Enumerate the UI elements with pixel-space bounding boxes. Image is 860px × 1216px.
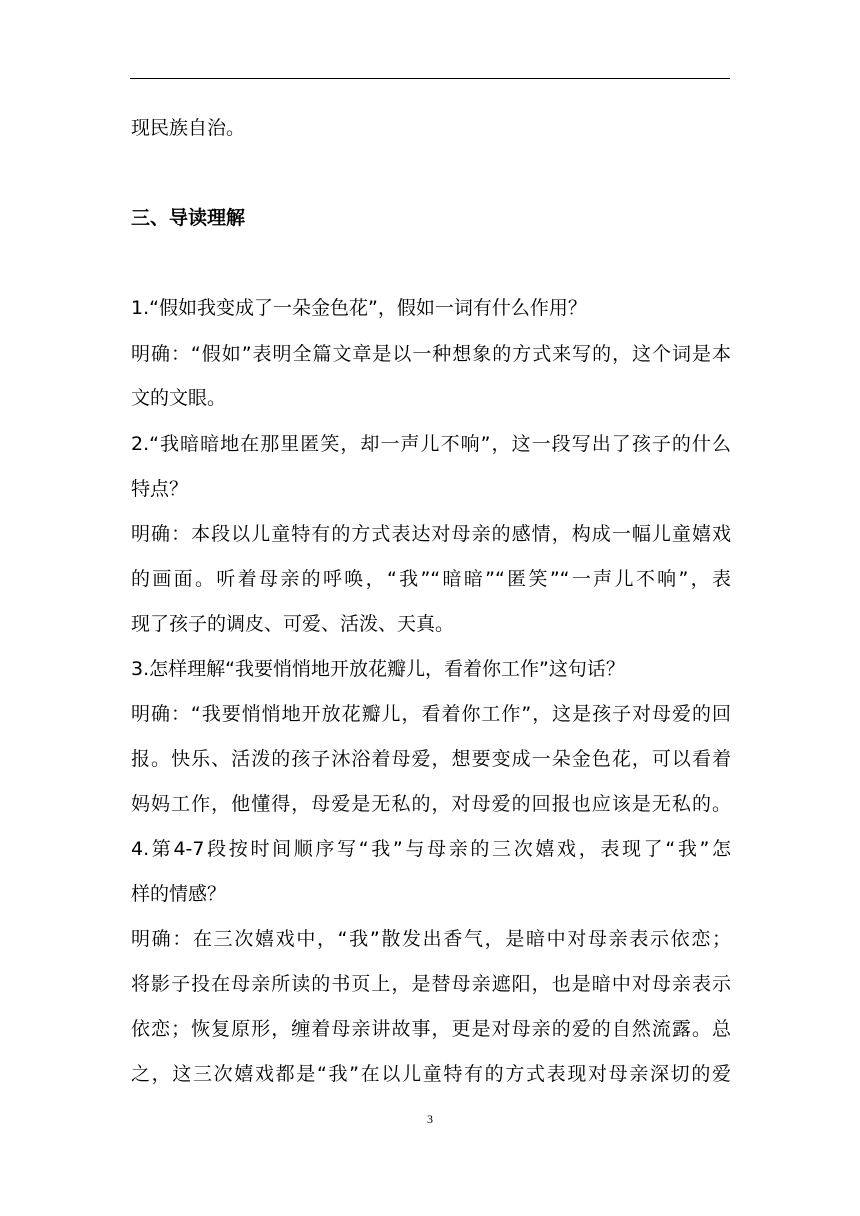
text-line: 现民族自治。 <box>131 117 246 139</box>
answer-line: 明确：在三次嬉戏中，“我”散发出香气，是暗中对母亲表示依恋； <box>131 928 731 950</box>
question-3: 3.怎样理解“我要悄悄地开放花瓣儿，看着你工作”这句话？ <box>131 658 625 680</box>
answer-line: 依恋；恢复原形，缠着母亲讲故事，更是对母亲的爱的自然流露。总 <box>131 1018 731 1040</box>
answer-line: 报。快乐、活泼的孩子沐浴着母爱，想要变成一朵金色花，可以看着 <box>131 748 731 770</box>
answer-line: 明确：本段以儿童特有的方式表达对母亲的感情，构成一幅儿童嬉戏 <box>131 523 731 545</box>
question-4: 4.第4-7段按时间顺序写“我”与母亲的三次嬉戏，表现了“我”怎 <box>131 838 731 860</box>
answer-line: 的画面。听着母亲的呼唤，“我”“暗暗”“匿笑”“一声儿不响”，表 <box>131 568 731 590</box>
answer-line: 文的文眼。 <box>131 387 227 409</box>
answer-line: 明确：“假如”表明全篇文章是以一种想象的方式来写的，这个词是本 <box>131 343 731 365</box>
question-2: 2.“我暗暗地在那里匿笑，却一声儿不响”，这一段写出了孩子的什么 <box>131 433 731 455</box>
section-heading: 三、导读理解 <box>131 207 246 229</box>
page-number: 3 <box>427 1112 433 1126</box>
header-rule <box>130 78 730 79</box>
answer-line: 之，这三次嬉戏都是“我”在以儿童特有的方式表现对母亲深切的爱 <box>131 1063 731 1085</box>
answer-line: 现了孩子的调皮、可爱、活泼、天真。 <box>131 613 455 635</box>
question-2-cont: 特点？ <box>131 478 189 500</box>
answer-line: 将影子投在母亲所读的书页上，是替母亲遮阳，也是暗中对母亲表示 <box>131 973 731 995</box>
question-1: 1.“假如我变成了一朵金色花”，假如一词有什么作用？ <box>131 297 587 319</box>
question-4-cont: 样的情感？ <box>131 883 227 905</box>
answer-line: 妈妈工作，他懂得，母爱是无私的，对母爱的回报也应该是无私的。 <box>131 793 731 815</box>
answer-line: 明确：“我要悄悄地开放花瓣儿，看着你工作”，这是孩子对母爱的回 <box>131 703 731 725</box>
